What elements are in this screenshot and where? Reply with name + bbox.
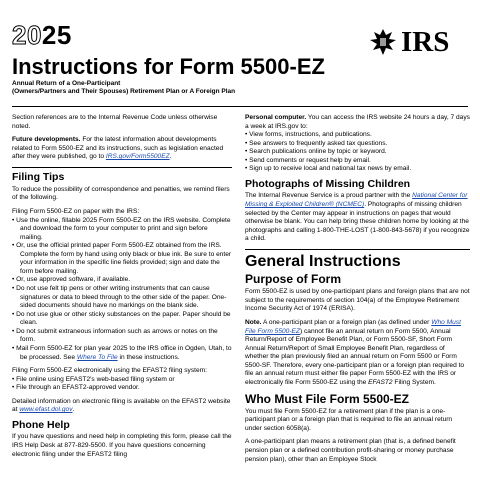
- list-item: [12, 345, 232, 362]
- page-title: Instructions for Form 5500-EZ: [12, 54, 325, 79]
- phone-help-heading: Phone Help: [12, 418, 70, 431]
- list-item: • See answers to frequently asked tax questions.: [245, 140, 470, 149]
- efast2-italic: EFAST2: [368, 378, 393, 386]
- note-label: Note.: [245, 319, 262, 327]
- missing-children-heading: Photographs of Missing Children: [245, 177, 411, 190]
- purpose-text: Form 5500-EZ is used by one-participant plans and foreign plans that are not subject to the requirements of section 104(a) of the Employee Retirement Income Security Act of 1974 (ERISA).: [245, 288, 470, 313]
- subtitle-line-2: (Owners/Partners and Their Spouses) Retirement Plan or A Foreign Plan: [12, 88, 236, 96]
- personal-computer-label: Personal computer.: [245, 114, 307, 121]
- list-item: • Or, use approved software, if available.: [12, 276, 232, 285]
- left-column: [12, 114, 232, 464]
- efast-detail-paragraph: [12, 398, 232, 415]
- future-developments-paragraph: [12, 136, 232, 162]
- efast-filing-intro: Filing Form 5500-EZ electronically using the EFAST2 filing system:: [12, 367, 207, 375]
- list-item: • Do not use glue or other sticky substances on the paper. Paper should be clean.: [12, 311, 232, 328]
- list-item: • Sign up to receive local and national tax news by email.: [245, 165, 470, 174]
- section-divider: [12, 167, 232, 169]
- section-references-text: Section references are to the Internal Revenue Code unless otherwise noted.: [12, 114, 218, 130]
- mail-text: Mail Form 5500-EZ for plan year 2025 to the IRS office in Ogden, Utah, to be processed. See: [16, 344, 232, 361]
- list-item: • Or, use the official printed paper Form 5500-EZ obtained from the IRS. Complete the form by hand using only black or blue ink. Be sure to enter your information in the specific line fields provided; sign and date the form before mailing.: [12, 242, 232, 276]
- list-item: • Search publications online by topic or keyword.: [245, 148, 470, 157]
- list-item: • Do not use felt tip pens or other writing instruments that can cause signatures or data to bleed through to the other side of the paper. One-sided documents should have no markings on the blank side.: [12, 285, 232, 311]
- filing-tips-heading: Filing Tips: [12, 171, 65, 184]
- missing-children-text-end: . Photographs of missing children selected by the Center may appear in instructions on pages that would otherwise be blank. You can help bring these children home by looking at the photographs and calling 1-800-THE-LOST (1-800-843-5678) if you recognize a child.: [245, 201, 470, 243]
- page-subtitle: [12, 80, 235, 96]
- one-participant-text: A one-participant plan means a retirement plan (that is, a defined benefit pension plan or a defined contribution profit-sharing or money purchase pension plan), other than an Employee Stock: [245, 438, 456, 463]
- paper-filing-list: [12, 217, 232, 363]
- header-divider: [12, 106, 468, 107]
- note-paragraph: [245, 319, 470, 388]
- future-developments-text: For the latest information about developments related to Form 5500-EZ and its instructions, such as legislation enacted after they were published, go to: [12, 136, 224, 161]
- form5500ez-link[interactable]: IRS.gov/Form5500EZ: [105, 153, 170, 161]
- list-item: • File online using EFAST2's web-based filing system or: [12, 376, 232, 385]
- efast-detail-text: Detailed information on electronic filing is available on the EFAST2 website at: [12, 397, 231, 414]
- irs-logo: [368, 26, 449, 58]
- future-developments-end: .: [169, 153, 172, 161]
- irs-wordmark: IRS: [401, 25, 450, 58]
- missing-children-paragraph: [245, 192, 470, 243]
- general-instructions-heading: General Instructions: [245, 253, 401, 271]
- list-item: • Do not submit extraneous information such as arrows or notes on the form.: [12, 328, 232, 345]
- missing-children-text: The Internal Revenue Service is a proud partner with the: [245, 192, 411, 200]
- who-must-file-text: You must file Form 5500-EZ for a retirement plan if the plan is a one-participant plan or a foreign plan that is required to file an annual return under section 6058(a).: [245, 407, 453, 432]
- personal-computer-list: [245, 131, 470, 174]
- future-developments-label: Future developments.: [12, 136, 81, 144]
- personal-computer-paragraph: [245, 114, 470, 131]
- efast-filing-list: [12, 376, 232, 393]
- personal-computer-text: You can access the IRS website 24 hours a day, 7 days a week at IRS.gov to:: [245, 114, 470, 130]
- note-text-middle: ) cannot file an annual return on Form 5500, Annual Return/Report of Employee Benefit Plan, or Form 5500-SF, Short Form Annual Return/Report of Small Employee Benefit Plan, regardless of whether the plan previously filed an annual return on Form 5500 or Form 5500-SF. Therefore, every one-participant plan or a foreign plan required to file an annual return must either file paper Form 5500-EZ with the IRS or electronically file Form 5500-EZ using the: [245, 327, 465, 386]
- mail-text-end: in these instructions.: [117, 353, 180, 361]
- right-column: [245, 114, 470, 469]
- filing-tips-intro: To reduce the possibility of correspondence and penalties, we remind filers of the following.: [12, 185, 230, 202]
- note-text-end: Filing System.: [392, 378, 436, 386]
- who-must-file-heading: Who Must File Form 5500-EZ: [245, 391, 410, 406]
- ncmec-link[interactable]: National Center for Missing & Exploited Children® (NCMEC): [245, 192, 468, 209]
- list-item: • Use the online, fillable 2025 Form 5500-EZ on the IRS website. Complete and download the form to your computer to print and sign before mailing.: [12, 217, 232, 243]
- form-year: 2025: [12, 20, 72, 50]
- efast-detail-end: .: [72, 406, 75, 414]
- subtitle-line-1: Annual Return of a One-Participant: [12, 80, 121, 87]
- section-divider: [245, 249, 470, 251]
- eagle-emblem-icon: [368, 27, 398, 57]
- note-text: A one-participant plan or a foreign plan (as defined under: [261, 319, 430, 327]
- phone-help-text: If you have questions and need help in completing this form, please call the IRS Help Desk at 877-829-5500. If you have questions concerning electronic filing under the EFAST2 filing: [12, 433, 232, 458]
- purpose-of-form-heading: Purpose of Form: [245, 272, 342, 287]
- list-item: • Send comments or request help by email.: [245, 157, 470, 166]
- efast-website-link[interactable]: www.efast.dol.gov: [19, 406, 73, 414]
- paper-filing-intro: Filing Form 5500-EZ on paper with the IRS:: [12, 207, 140, 215]
- who-must-file-link[interactable]: Who Must File Form 5500-EZ: [245, 319, 461, 335]
- where-to-file-link[interactable]: Where To File: [76, 353, 118, 361]
- list-item: • File through an EFAST2-approved vendor.: [12, 384, 232, 393]
- list-item: • View forms, instructions, and publications.: [245, 131, 470, 140]
